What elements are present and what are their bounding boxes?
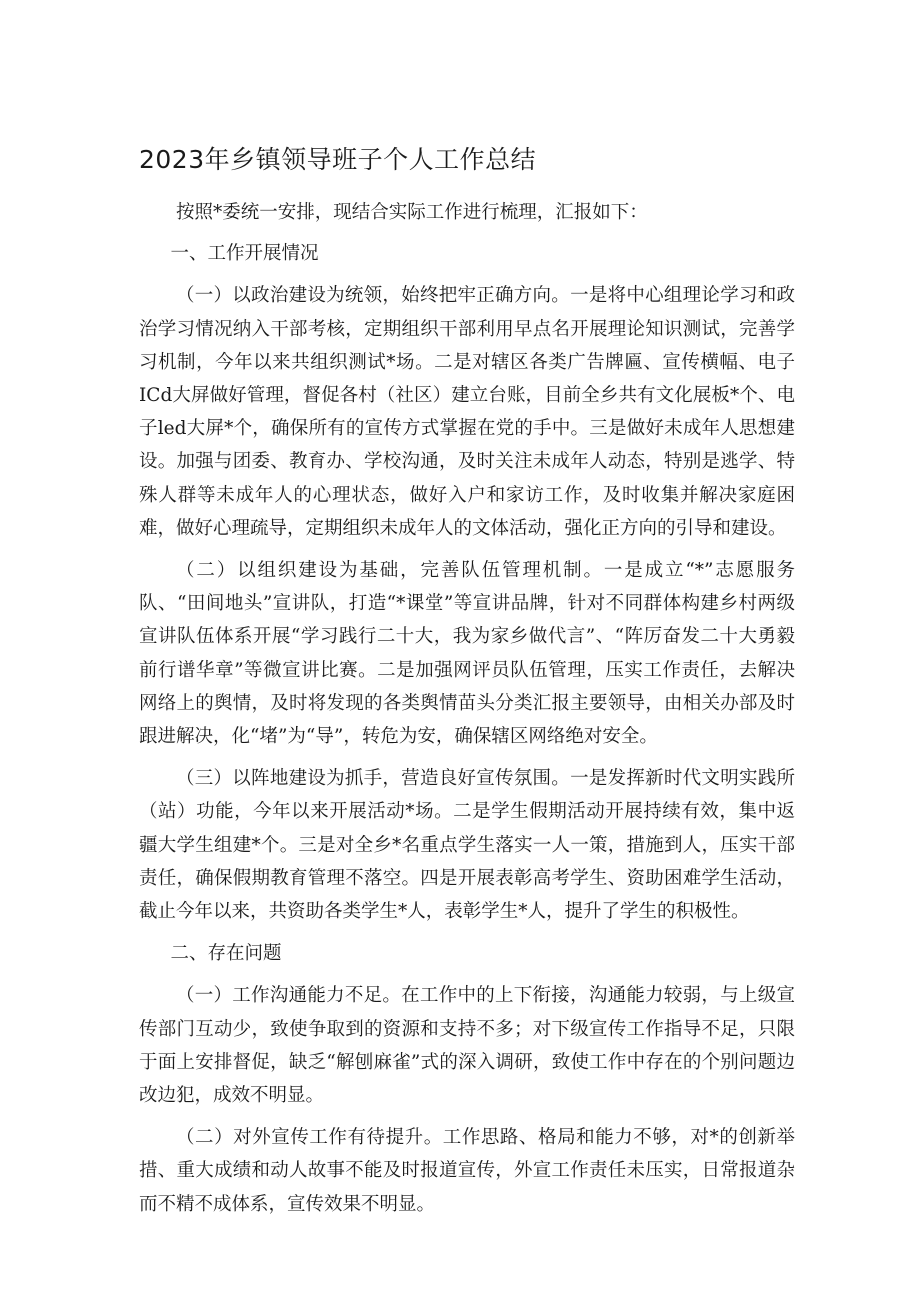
document-title: 2023年乡镇领导班子个人工作总结 xyxy=(139,145,537,174)
document-body xyxy=(139,196,795,1230)
section-heading-problems: 二、存在问题 xyxy=(170,943,282,965)
paragraph-organization-building: （二）以组织建设为基础，完善队伍管理机制。一是成立“*”志愿服务队、“田间地头”宣讲队，打造“*课堂”等宣讲品牌，针对不同群体构建乡村两级宣讲队伍体系开展“学习践行二十大，我为家乡做代言”、“阵厉奋发二十大勇毅前行谱华章”等微宣讲比赛。二是加强网评员队伍管理，压实工作责任，去解决网络上的舆情，及时将发现的各类舆情苗头分类汇报主要领导，由相关办部及时跟进解决，化“堵”为“导”，转危为安，确保辖区网络绝对安全。 xyxy=(139,560,795,748)
section-heading-work-progress: 一、工作开展情况 xyxy=(170,243,319,265)
paragraph-political-building: （一）以政治建设为统领，始终把牢正确方向。一是将中心组理论学习和政治学习情况纳入干部考核，定期组织干部利用早点名开展理论知识测试，完善学习机制，今年以来共组织测试*场。二是对辖区各类广告牌匾、宣传横幅、电子ICd大屏做好管理，督促各村（社区）建立台账，目前全乡共有文化展板*个、电子led大屏*个，确保所有的宣传方式掌握在党的手中。三是做好未成年人思想建设。加强与团委、教育办、学校沟通，及时关注未成年人动态，特别是逃学、特殊人群等未成年人的心理状态，做好入户和家访工作，及时收集并解决家庭困难，做好心理疏导，定期组织未成年人的文体活动，强化正方向的引导和建设。 xyxy=(139,285,795,539)
paragraph-communication-problem: （一）工作沟通能力不足。在工作中的上下衔接，沟通能力较弱，与上级宣传部门互动少，致使争取到的资源和支持不多；对下级宣传工作指导不足，只限于面上安排督促，缺乏“解刨麻雀”式的深入调研，致使工作中存在的个别问题边改边犯，成效不明显。 xyxy=(139,985,795,1107)
paragraph-position-building: （三）以阵地建设为抓手，营造良好宣传氛围。一是发挥新时代文明实践所（站）功能，今年以来开展活动*场。二是学生假期活动开展持续有效，集中返疆大学生组建*个。三是对全乡*名重点学生落实一人一策，措施到人，压实干部责任，确保假期教育管理不落空。四是开展表彰高考学生、资助困难学生活动，截止今年以来，共资助各类学生*人，表彰学生*人，提升了学生的积极性。 xyxy=(139,768,795,923)
paragraph-publicity-problem: （二）对外宣传工作有待提升。工作思路、格局和能力不够，对*的创新举措、重大成绩和动人故事不能及时报道宣传，外宣工作责任未压实，日常报道杂而不精不成体系，宣传效果不明显。 xyxy=(139,1127,795,1215)
intro-paragraph: 按照*委统一安排，现结合实际工作进行梳理，汇报如下： xyxy=(176,202,648,223)
